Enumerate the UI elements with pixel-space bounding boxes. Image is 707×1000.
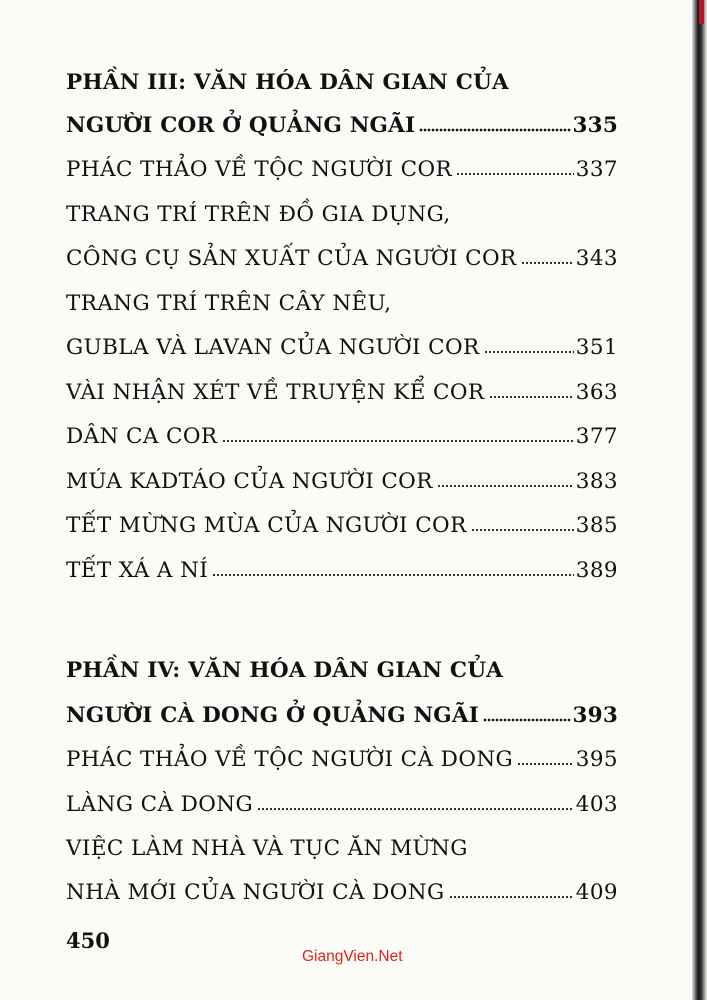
toc-entry-page: 363 [575,379,618,405]
toc-entry-page: 343 [575,245,618,271]
toc-entry-page: 389 [575,557,618,583]
toc-entry-page: 385 [575,512,618,538]
toc-entry [66,545,618,581]
toc-entry [66,734,618,770]
toc-entry-title: VIỆC LÀM NHÀ VÀ TỤC ĂN MỪNG [66,835,468,861]
toc-entry-title: MÚA KADTÁO CỦA NGƯỜI COR [66,468,433,494]
dot-leader [471,528,574,532]
toc-entry-page: 403 [575,791,618,817]
toc-entry [66,233,618,269]
toc-entry-title: PHÁC THẢO VỀ TỘC NGƯỜI CÀ DONG [66,746,514,772]
page-number: 450 [66,928,110,953]
toc-entry-page: 395 [575,746,618,772]
dot-leader [517,762,574,766]
part3-heading-line1 [66,57,618,93]
part4-title-line2: NGƯỜI CÀ DONG Ở QUẢNG NGÃI [66,702,480,728]
part3-heading-line2 [66,100,618,136]
toc-entry [66,189,618,225]
dot-leader [449,895,574,899]
dot-leader [521,261,574,265]
toc-entry [66,779,618,815]
toc-entry-title: CÔNG CỤ SẢN XUẤT CỦA NGƯỜI COR [66,245,517,271]
toc-entry-title: LÀNG CÀ DONG [66,791,254,817]
part3-page: 335 [572,112,618,138]
part4-heading-line1 [66,645,618,681]
toc-entry-page: 377 [575,423,618,449]
toc-entry-page: 351 [575,334,618,360]
toc-entry [66,367,618,403]
toc-entry [66,411,618,447]
part4-heading-line2 [66,690,618,726]
toc-entry [66,867,618,903]
toc-entry-page: 337 [575,156,618,182]
toc-entry [66,278,618,314]
toc-entry-title: TRANG TRÍ TRÊN CÂY NÊU, [66,290,392,316]
dot-leader [456,172,574,176]
part4-title-line1: PHẦN IV: VĂN HÓA DÂN GIAN CỦA [66,657,504,683]
part3-title-line1: PHẦN III: VĂN HÓA DÂN GIAN CỦA [66,69,509,95]
dot-leader [257,807,574,811]
dot-leader [483,718,571,722]
toc-entry-title: GUBLA VÀ LAVAN CỦA NGƯỜI COR [66,334,480,360]
dot-leader [489,395,574,399]
toc-entry-title: PHÁC THẢO VỀ TỘC NGƯỜI COR [66,156,453,182]
toc-entry-title: TẾT MỪNG MÙA CỦA NGƯỜI COR [66,512,467,538]
part3-title-line2: NGƯỜI COR Ở QUẢNG NGÃI [66,112,416,138]
toc-entry [66,144,618,180]
part4-page: 393 [572,702,618,728]
dot-leader [484,350,574,354]
toc-entry-title: NHÀ MỚI CỦA NGƯỜI CÀ DONG [66,879,445,905]
dot-leader [437,484,574,488]
toc-entry [66,456,618,492]
toc-entry-title: DÂN CA COR [66,423,218,449]
dot-leader [419,128,570,132]
toc-entry-title: VÀI NHẬN XÉT VỀ TRUYỆN KỂ COR [66,379,485,405]
watermark: GiangVien.Net [302,948,403,965]
dot-leader [222,439,574,443]
toc-entry-title: TẾT XÁ A NÍ [66,557,209,583]
toc-entry [66,500,618,536]
toc-entry [66,823,618,859]
toc-entry [66,322,618,358]
dot-leader [212,573,574,577]
toc-entry-page: 383 [575,468,618,494]
toc-entry-title: TRANG TRÍ TRÊN ĐỒ GIA DỤNG, [66,201,451,227]
toc-entry-page: 409 [575,879,618,905]
